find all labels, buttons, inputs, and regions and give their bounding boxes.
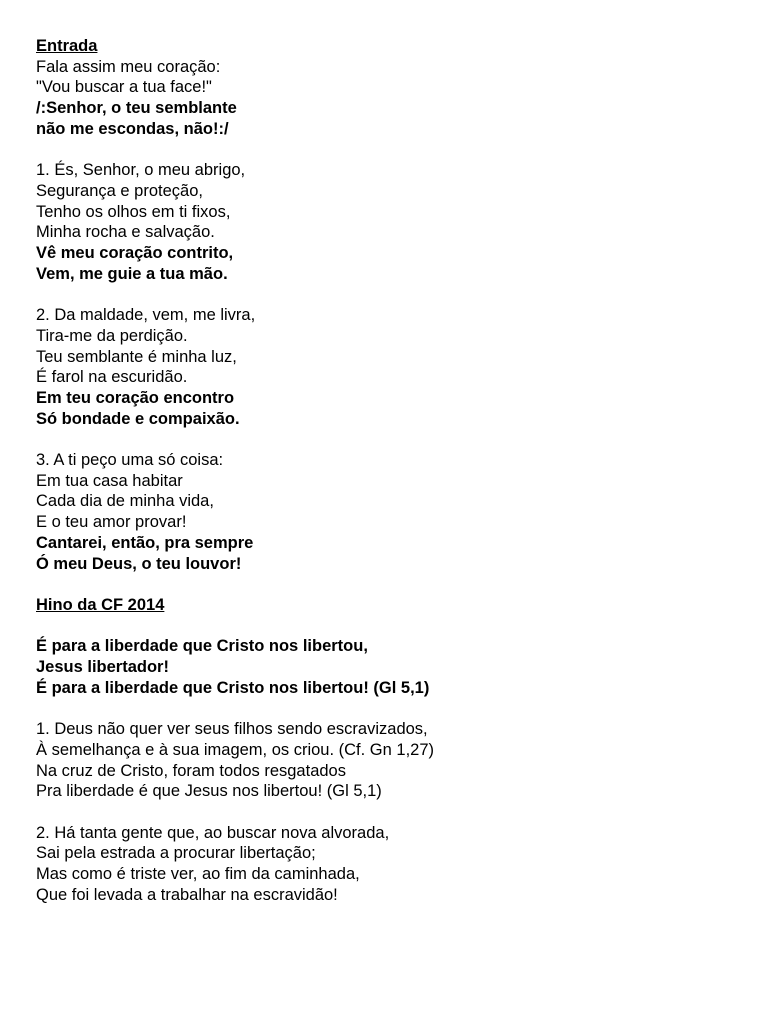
section-entrada bbox=[36, 36, 736, 574]
blank-line bbox=[36, 698, 736, 719]
verse-line: Na cruz de Cristo, foram todos resgatados bbox=[36, 761, 346, 780]
verse-line: 3. A ti peço uma só coisa: bbox=[36, 451, 224, 470]
verse-line: 2. Há tanta gente que, ao buscar nova alvorada, bbox=[36, 823, 390, 842]
blank-line bbox=[36, 802, 736, 823]
verse-line: À semelhança e à sua imagem, os criou. (Cf. Gn 1,27) bbox=[36, 740, 435, 759]
verse-line: Pra liberdade é que Jesus nos libertou! (Gl 5,1) bbox=[36, 782, 382, 801]
refrain-bold-line: É para a liberdade que Cristo nos libertou, bbox=[36, 637, 368, 656]
verse-line: 1. És, Senhor, o meu abrigo, bbox=[36, 161, 246, 180]
verse-bold-line: Cantarei, então, pra sempre bbox=[36, 533, 254, 552]
verse-line: E o teu amor provar! bbox=[36, 513, 187, 532]
refrain-bold-line: É para a liberdade que Cristo nos libertou! (Gl 5,1) bbox=[36, 678, 430, 697]
verse-bold-line: Ó meu Deus, o teu louvor! bbox=[36, 554, 242, 573]
refrain-line: Fala assim meu coração: bbox=[36, 57, 221, 76]
refrain bbox=[36, 636, 736, 698]
blank-line bbox=[36, 140, 736, 161]
refrain-line: "Vou buscar a tua face!" bbox=[36, 78, 212, 97]
refrain-bold-line: /:Senhor, o teu semblante bbox=[36, 99, 237, 118]
verse-bold-line: Vê meu coração contrito, bbox=[36, 244, 234, 263]
blank-line bbox=[36, 429, 736, 450]
section-hino-cf-2014 bbox=[36, 595, 736, 906]
verse-1 bbox=[36, 160, 736, 284]
verse-line: Teu semblante é minha luz, bbox=[36, 347, 237, 366]
section-heading: Hino da CF 2014 bbox=[36, 595, 165, 614]
blank-line bbox=[36, 284, 736, 305]
verse-bold-line: Só bondade e compaixão. bbox=[36, 409, 240, 428]
verse-line: Tenho os olhos em ti fixos, bbox=[36, 202, 231, 221]
verse-line: 1. Deus não quer ver seus filhos sendo escravizados, bbox=[36, 720, 428, 739]
verse-line: Minha rocha e salvação. bbox=[36, 223, 215, 242]
verse-line: Em tua casa habitar bbox=[36, 471, 183, 490]
verse-line: Sai pela estrada a procurar libertação; bbox=[36, 844, 316, 863]
refrain-bold-line: Jesus libertador! bbox=[36, 658, 169, 677]
verse-2 bbox=[36, 305, 736, 429]
verse-line: Segurança e proteção, bbox=[36, 181, 203, 200]
verse-line: Tira-me da perdição. bbox=[36, 326, 188, 345]
blank-line bbox=[36, 574, 736, 595]
verse-2 bbox=[36, 823, 736, 906]
verse-3 bbox=[36, 450, 736, 574]
verse-bold-line: Vem, me guie a tua mão. bbox=[36, 264, 228, 283]
refrain bbox=[36, 57, 736, 140]
verse-line: Cada dia de minha vida, bbox=[36, 492, 214, 511]
verse-line: 2. Da maldade, vem, me livra, bbox=[36, 306, 256, 325]
verse-bold-line: Em teu coração encontro bbox=[36, 388, 235, 407]
section-heading: Entrada bbox=[36, 37, 98, 55]
verse-line: Mas como é triste ver, ao fim da caminhada, bbox=[36, 865, 360, 884]
blank-line bbox=[36, 616, 736, 637]
refrain-bold-line: não me escondas, não!:/ bbox=[36, 119, 229, 138]
document-page bbox=[36, 36, 736, 905]
verse-line: É farol na escuridão. bbox=[36, 368, 188, 387]
verse-line: Que foi levada a trabalhar na escravidão! bbox=[36, 885, 338, 904]
verse-1 bbox=[36, 719, 736, 802]
